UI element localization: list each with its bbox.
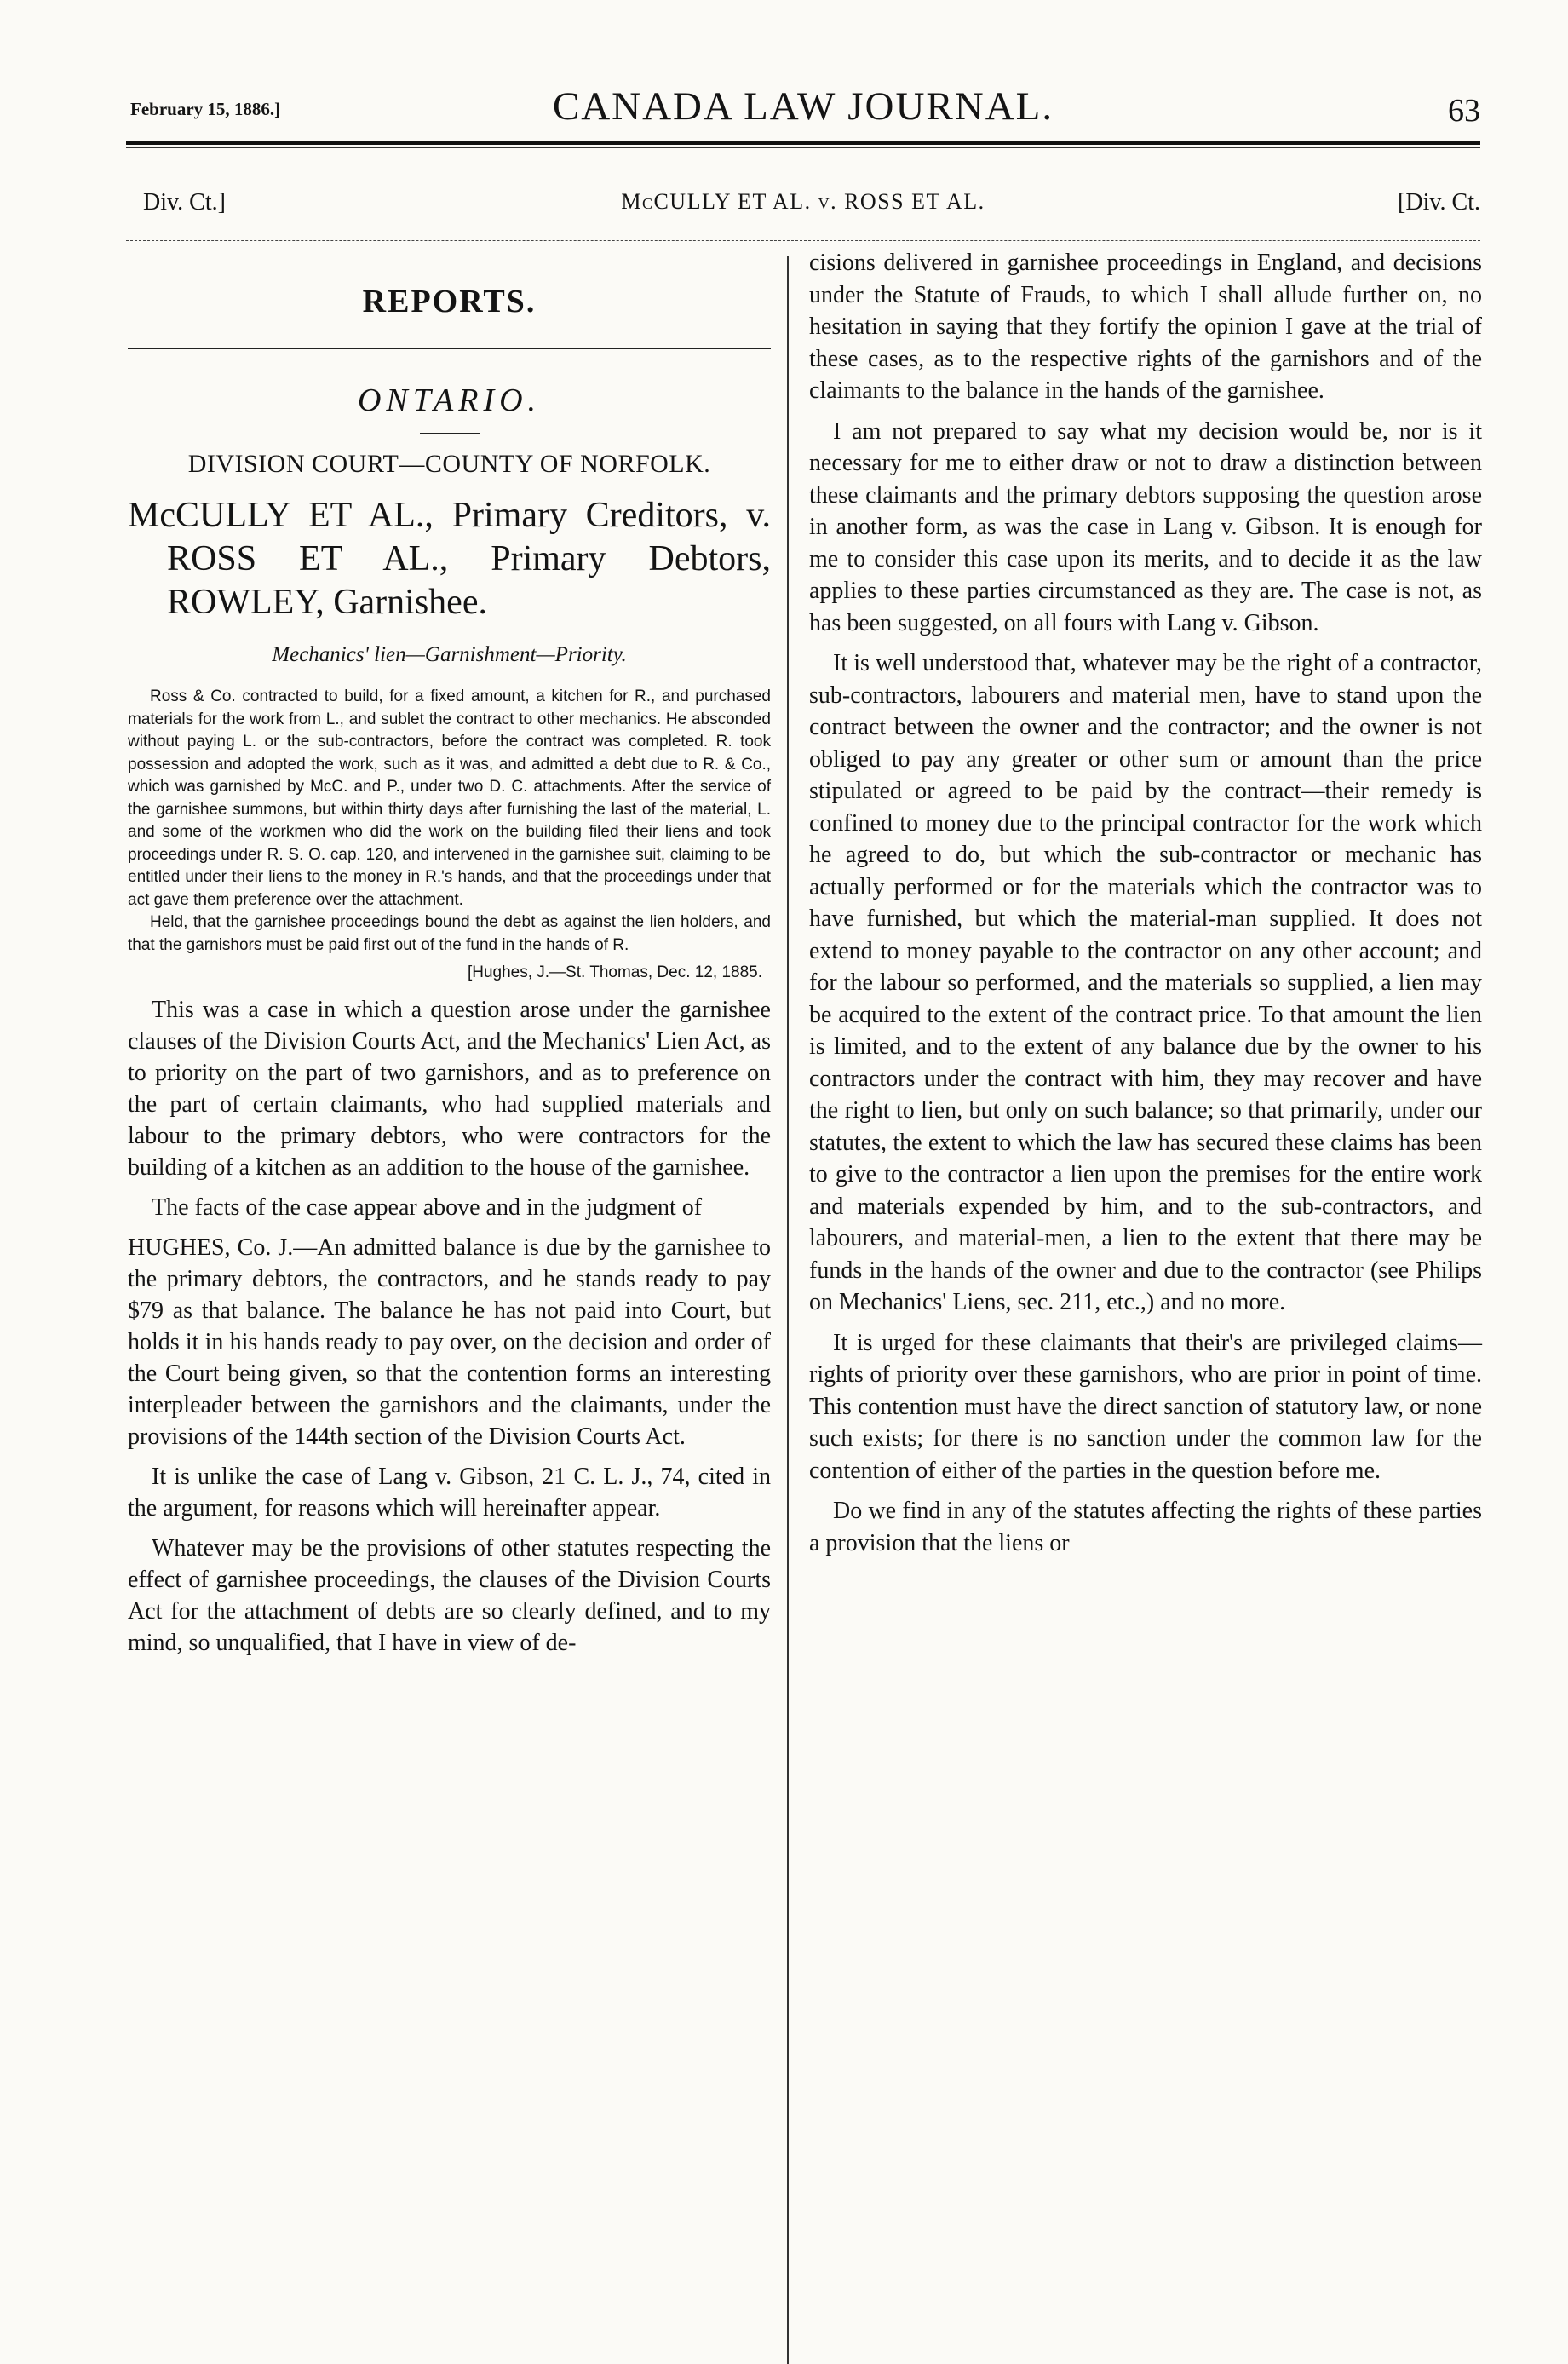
case-name: McCULLY ET AL. v. ROSS ET AL.: [621, 189, 985, 214]
short-rule: [420, 433, 480, 434]
section-title: REPORTS.: [362, 284, 537, 319]
judgment-citation: [Hughes, J.—St. Thomas, Dec. 12, 1885.: [467, 963, 762, 981]
paragraph: It is well understood that, whatever may be the right of a contractor, sub-contractors, labourers and material men, have to stand upon the contract between the owner and the contractor; and the owner is not obliged to pay any greater or other sum or amount than the price stipulated or agreed to be paid by the contract—their remedy is confined to money due to the principal contractor for the work which he agreed to do, but which the sub-contractor or mechanic has actually performed or for the materials which the contractor was to have furnished, but which the material-man supplied. It does not extend to money payable to the contractor on any other account; and for the labour so performed, and the materials so supplied, a lien may be acquired to the extent of the contract price. To that amount the lien is limited, and to the extent of any balance due by the owner to his contractors under the contract with him, they may recover and have the right to lien, but only on such balance; so that primarily, under our statutes, the extent to which the law has secured these claims has been to give to the contractor a lien upon the premises for the entire work and materials expended by him, and to the sub-contractors, and labourers, and material-men, a lien to the extent that there may be funds in the hands of the owner and due to the contractor (see Philips on Mechanics' Liens, sec. 211, etc.,) and no more.: [809, 650, 1482, 1315]
paragraph: It is unlike the case of Lang v. Gibson, 21 C. L. J., 74, cited in the argument, for reasons which will hereinafter appear.: [128, 1464, 771, 1521]
subheader-rule: [126, 240, 1480, 241]
headnote-held: Held, that the garnishee proceedings bound the debt as against the lien holders, and that the garnishors must be paid first out of the fund in the hands of R.: [128, 913, 771, 954]
headnote-paragraph: Ross & Co. contracted to build, for a fixed amount, a kitchen for R., and purchased materials for the work from L., and sublet the contract to other mechanics. He absconded without paying L. or the sub-contractors, before the contract was completed. R. took possession and adopted the work, such as it was, and admitted a debt due to R. & Co., which was garnished by McC. and P., under two D. C. attachments. After the service of the garnishee summons, but within thirty days after furnishing the last of the material, L. and some of the workmen who did the work on the building filed their liens and took proceedings under R. S. O. cap. 120, and intervened in the garnishee suit, claiming to be entitled under their liens to the money in R.'s hands, and that the proceedings under that act gave them preference over the attachment.: [128, 687, 771, 909]
court-left: Div. Ct.]: [143, 189, 226, 216]
paragraph: Whatever may be the provisions of other statutes respecting the effect of garnishee proceedings, the clauses of the Division Courts Act for the attachment of debts are so clearly defined, and to my mind, so unqualified, that I have in view of de-: [128, 1535, 771, 1656]
province-heading: ONTARIO.: [357, 382, 542, 418]
case-subheader: [126, 189, 1480, 227]
column-divider: [787, 256, 789, 2364]
header-rule: [126, 141, 1480, 145]
paragraph: This was a case in which a question arose under the garnishee clauses of the Division Courts Act, and the Mechanics' Lien Act, as to priority on the part of two garnishors, and as to preference on the part of certain claimants, who had supplied materials and labour to the primary debtors, who were contractors for the building of a kitchen as an addition to the house of the garnishee.: [128, 997, 771, 1181]
paragraph: The facts of the case appear above and in the judgment of: [152, 1194, 703, 1221]
left-column: [128, 247, 771, 1667]
paragraph: Do we find in any of the statutes affecting the rights of these parties a provision that the liens or: [809, 1498, 1482, 1556]
court-heading: DIVISION COURT—COUNTY OF NORFOLK.: [187, 450, 711, 478]
issue-date: February 15, 1886.]: [130, 99, 281, 119]
right-column: [809, 247, 1482, 1567]
journal-title: CANADA LAW JOURNAL.: [552, 84, 1054, 129]
court-right: [Div. Ct.: [1398, 189, 1480, 216]
catchwords: Mechanics' lien—Garnishment—Priority.: [272, 643, 627, 666]
running-header: [126, 83, 1480, 135]
left-body: [128, 994, 771, 1659]
headnote: [128, 686, 771, 957]
header-rule-thin: [126, 147, 1480, 148]
paragraph: cisions delivered in garnishee proceedings in England, and decisions under the Statute of Frauds, to which I shall allude further on, no hesitation in saying that they fortify the opinion I gave at the trial of these cases, as to the respective rights of the garnishors and of the claimants to the balance in the hands of the garnishee.: [809, 250, 1482, 404]
paragraph: I am not prepared to say what my decision would be, nor is it necessary for me to either draw or not to draw a distinction between these claimants and the primary debtors supposing the question arose in another form, as was the case in Lang v. Gibson. It is enough for me to consider this case upon its merits, and to decide it as the law applies to these parties circumstanced as they are. The case is not, as has been suggested, on all fours with Lang v. Gibson.: [809, 417, 1482, 636]
section-rule: [128, 348, 771, 349]
paragraph: It is urged for these claimants that their's are privileged claims—rights of priority over these garnishors, who are prior in point of time. This contention must have the direct sanction of statutory law, or none such exists; for there is no sanction under the common law for the contention of either of the parties in the question before me.: [809, 1329, 1482, 1484]
case-parties: McCULLY ET AL., Primary Creditors, v. ROSS ET AL., Primary Debtors, ROWLEY, Garnishee.: [128, 496, 771, 622]
page-number: 63: [1448, 93, 1480, 129]
paragraph: HUGHES, Co. J.—An admitted balance is due by the garnishee to the primary debtors, the contractors, and he stands ready to pay $79 as that balance. The balance he has not paid into Court, but holds it in his hands ready to pay over, on the decision and order of the Court being given, so that the contention forms an interesting interpleader between the garnishors and the claimants, under the provisions of the 144th section of the Division Courts Act.: [128, 1234, 771, 1450]
